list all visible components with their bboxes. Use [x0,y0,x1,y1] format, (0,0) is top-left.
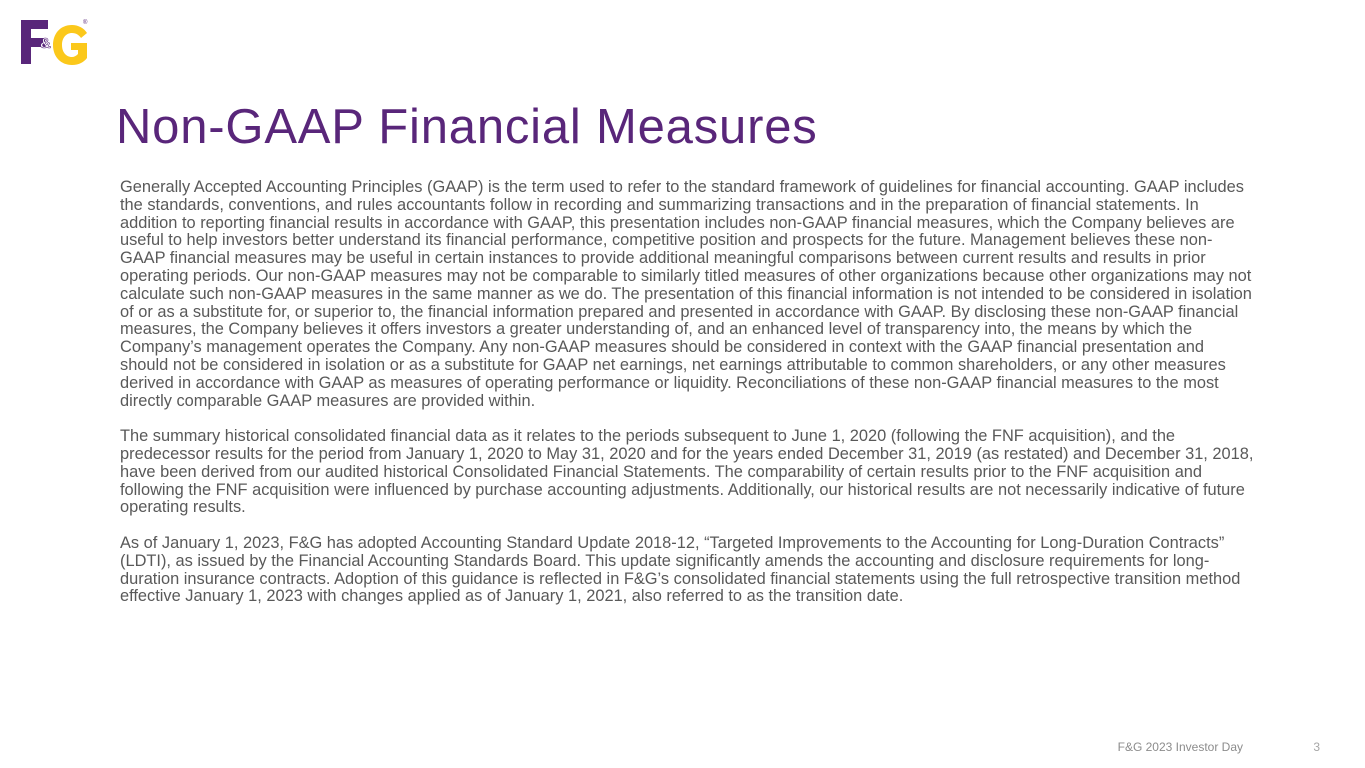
svg-text:&: & [40,35,51,52]
footer-label: F&G 2023 Investor Day [1117,740,1243,754]
fg-logo [20,17,90,67]
svg-text:®: ® [83,20,88,26]
body-text [120,179,1255,624]
page-number: 3 [1313,740,1320,754]
paragraph-ldti-adoption: As of January 1, 2023, F&G has adopted Accounting Standard Update 2018-12, “Targeted Improvements to the Accounting for Long-Duration Contracts” (LDTI), as issued by the Financial Accounting Standards Board. This update significantly amends the accounting and disclosure requirements for long-duration insurance contracts. Adoption of this guidance is reflected in F&G’s consolidated financial statements using the full retrospective transition method effective January 1, 2023 with changes applied as of January 1, 2021, also referred to as the transition date. [120,533,1241,606]
paragraph-historical-data: The summary historical consolidated financial data as it relates to the periods subsequent to June 1, 2020 (following the FNF acquisition), and the predecessor results for the period from January 1, 2020 to May 31, 2020 and for the years ended December 31, 2019 (as restated) and December 31, 2018, have been derived from our audited historical Consolidated Financial Statements. The comparability of certain results prior to the FNF acquisition and following the FNF acquisition were influenced by purchase accounting adjustments. Additionally, our historical results are not necessarily indicative of future operating results. [120,427,1254,517]
paragraph-non-gaap-definition: Generally Accepted Accounting Principles (GAAP) is the term used to refer to the standard framework of guidelines for financial accounting. GAAP includes the standards, conventions, and rules accountants follow in recording and summarizing transactions and in the preparation of financial statements. In addition to reporting financial results in accordance with GAAP, this presentation includes non-GAAP financial measures, which the Company believes are useful to help investors better understand its financial performance, competitive position and prospects for the future. Management believes these non-GAAP financial measures may be useful in certain instances to provide additional meaningful comparisons between current results and results in prior operating periods. Our non-GAAP measures may not be comparable to similarly titled measures of other organizations because other organizations may not calculate such non-GAAP measures in the same manner as we do. The presentation of this financial information is not intended to be considered in isolation of or as a substitute for, or superior to, the financial information prepared and presented in accordance with GAAP. By disclosing these non-GAAP financial measures, the Company believes it offers investors a greater understanding of, and an enhanced level of transparency into, the means by which the Company’s management operates the Company. Any non-GAAP measures should be considered in context with the GAAP financial presentation and should not be considered in isolation or as a substitute for GAAP net earnings, net earnings attributable to common shareholders, or any other measures derived in accordance with GAAP as measures of operating performance or liquidity. Reconciliations of these non-GAAP financial measures to the most directly comparable GAAP measures are provided within. [120,178,1252,410]
slide-title: Non-GAAP Financial Measures [116,100,818,154]
